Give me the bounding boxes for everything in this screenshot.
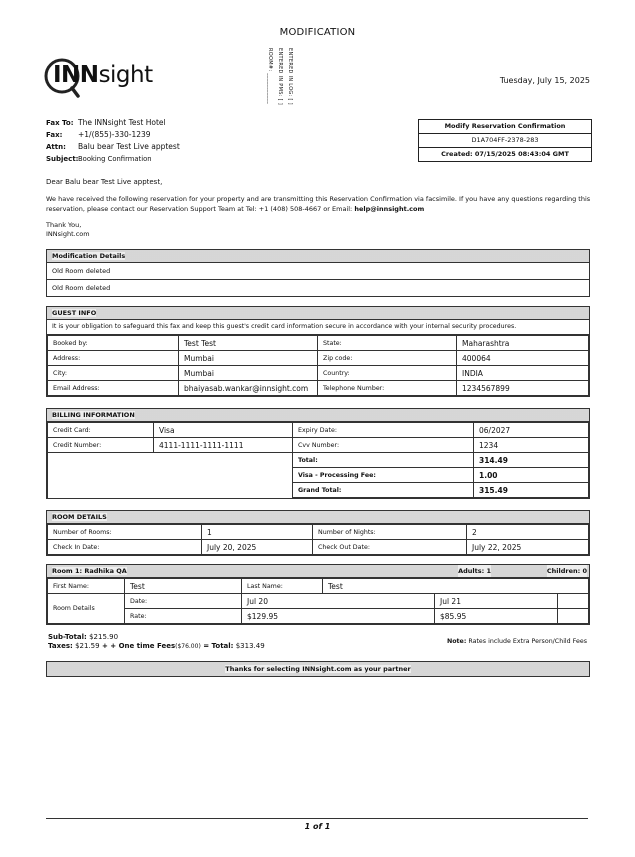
rooms: 1 (202, 525, 313, 540)
room1-section (46, 564, 590, 625)
rate-note: Note: Rates include Extra Person/Child Fees (446, 638, 587, 645)
fax-to: The INNsight Test Hotel (78, 118, 166, 127)
booked-by: Test Test (179, 336, 318, 351)
room-details-label: Room Details (48, 594, 125, 624)
attn: Balu bear Test Live apptest (78, 142, 180, 151)
guest-info-heading: GUEST INFO (47, 307, 589, 320)
billing-section (46, 408, 590, 499)
modification-row: Old Room deleted (52, 284, 111, 292)
check-in-label: Check In Date: (48, 540, 202, 555)
email-label: Email Address: (48, 381, 179, 396)
confirmation-created: Created: 07/15/2025 08:43:04 GMT (441, 150, 569, 158)
zip: 400064 (457, 351, 589, 366)
room-total: $313.49 (235, 642, 265, 650)
one-time-fees: ($76.00) (175, 643, 201, 650)
processing-fee: 1.00 (474, 468, 589, 483)
last-name: Test (323, 579, 589, 594)
page-number: 1 of 1 (304, 822, 331, 831)
letter-sign: INNsight.com (46, 230, 90, 238)
subtotal: $215.90 (89, 633, 119, 641)
credit-number: 4111-1111-1111-1111 (154, 438, 293, 453)
attn-label: Attn: (46, 143, 66, 151)
room-totals: Sub-Total: $215.90 Taxes: $21.59 + + One time Fees($76.00) = Total: $313.49 (48, 633, 265, 650)
cvv-label: Cvv Number: (293, 438, 474, 453)
nights-label: Number of Nights: (313, 525, 467, 540)
rooms-label: Number of Rooms: (48, 525, 202, 540)
check-out: July 22, 2025 (467, 540, 589, 555)
logo-wordmark: INNsight (53, 62, 153, 88)
night-date: Jul 20 (242, 594, 435, 609)
credit-card-label: Credit Card: (48, 423, 154, 438)
last-name-label: Last Name: (242, 579, 323, 594)
expiry: 06/2027 (474, 423, 589, 438)
city: Mumbai (179, 366, 318, 381)
total: 314.49 (474, 453, 589, 468)
room-details-section (46, 510, 590, 556)
guest-info-section (46, 306, 590, 397)
innsight-logo (44, 56, 164, 100)
phone-label: Telephone Number: (318, 381, 457, 396)
taxes: $21.59 (75, 642, 100, 650)
credit-card: Visa (154, 423, 293, 438)
state-label: State: (318, 336, 457, 351)
confirmation-number: D1A704FF-2378-283 (419, 134, 591, 148)
fax-to-label: Fax To: (46, 119, 74, 127)
modification-heading: Modification Details (47, 250, 589, 263)
room-number-field: ROOM#: ___________ (267, 48, 273, 105)
cvv: 1234 (474, 438, 589, 453)
security-notice: It is your obligation to safeguard this fax and keep this guest's credit card information secure in accordance with your internal security procedures. (47, 320, 589, 335)
entered-in-log: ENTERED IN LOG: [ ] (287, 48, 293, 105)
modification-section (46, 249, 590, 297)
entered-in-pms: ENTERED IN PMS: [ ] (277, 48, 283, 105)
room1-heading: Room 1: Radhika QA Adults: 1 Children: 0 (47, 565, 589, 578)
fax-header (46, 117, 180, 165)
rate-label: Rate: (125, 609, 242, 624)
greeting: Dear Balu bear Test Live apptest, (46, 178, 163, 186)
letter-thanks: Thank You, (46, 221, 82, 229)
support-email-link[interactable]: help@innsight.com (354, 204, 425, 213)
thanks-banner: Thanks for selecting INNsight.com as your partner (46, 661, 590, 677)
city-label: City: (48, 366, 179, 381)
night-date: Jul 21 (435, 594, 558, 609)
first-name-label: First Name: (48, 579, 125, 594)
confirmation-heading: Modify Reservation Confirmation (419, 120, 591, 134)
modification-row: Old Room deleted (47, 263, 589, 280)
date-label: Date: (125, 594, 242, 609)
grand-total: 315.49 (474, 483, 589, 498)
processing-fee-label: Visa - Processing Fee: (293, 468, 474, 483)
state: Maharashtra (457, 336, 589, 351)
fax-label: Fax: (46, 131, 63, 139)
footer-divider (46, 818, 588, 819)
night-rate: $129.95 (242, 609, 435, 624)
booked-by-label: Booked by: (48, 336, 179, 351)
nights: 2 (467, 525, 589, 540)
billing-table (47, 422, 589, 498)
letter-body: We have received the following reservation for your property and are transmitting this Reservation Confirmation via facsimile. If you have any questions regarding this reservation, please contact our Reservation Support Team at Tel: +1 (408) 508-4667 or Email: help@innsight.com (46, 195, 591, 213)
fax-date: Tuesday, July 15, 2025 (499, 76, 590, 85)
adults: Adults: 1 (458, 567, 491, 575)
subject-label: Subject: (46, 155, 79, 163)
confirmation-box (418, 119, 592, 162)
document-title: MODIFICATION (279, 27, 356, 38)
credit-number-label: Credit Number: (48, 438, 154, 453)
email: bhaiyasab.wankar@innsight.com (179, 381, 318, 396)
zip-label: Zip code: (318, 351, 457, 366)
check-out-label: Check Out Date: (313, 540, 467, 555)
total-label: Total: (293, 453, 474, 468)
expiry-label: Expiry Date: (293, 423, 474, 438)
first-name: Test (125, 579, 242, 594)
country-label: Country: (318, 366, 457, 381)
room-details-table (47, 524, 589, 555)
children: Children: 0 (546, 567, 587, 575)
fax-number: +1/(855)-330-1239 (78, 130, 151, 139)
address: Mumbai (179, 351, 318, 366)
grand-total-label: Grand Total: (293, 483, 474, 498)
check-in: July 20, 2025 (202, 540, 313, 555)
billing-heading: BILLING INFORMATION (47, 409, 589, 422)
country: INDIA (457, 366, 589, 381)
room-details-heading: ROOM DETAILS (47, 511, 589, 524)
address-label: Address: (48, 351, 179, 366)
night-rate: $85.95 (435, 609, 558, 624)
room1-table (47, 578, 589, 624)
guest-table (47, 335, 589, 396)
log-stamp (265, 48, 299, 108)
phone: 1234567899 (457, 381, 589, 396)
subject: Booking Confirmation (78, 155, 152, 163)
